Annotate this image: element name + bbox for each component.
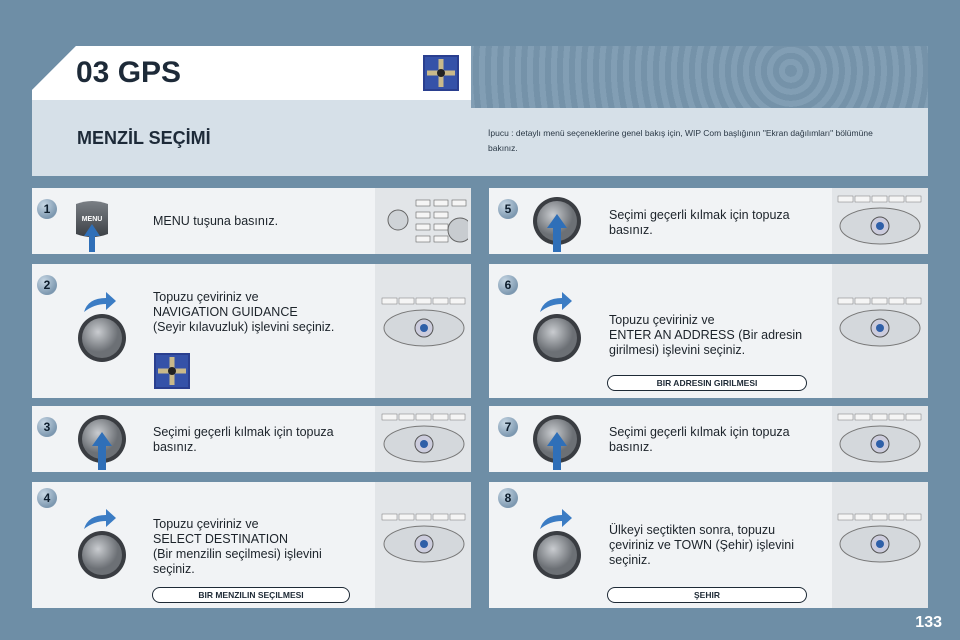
step-text: Seçimi geçerli kılmak için topuza basınız.	[609, 425, 790, 454]
gps-icon	[154, 353, 190, 389]
tip-text: İpucu : detaylı menü seçeneklerine genel bakış için, WIP Com başlığının "Ekran dağılımları" bölümüne bakınız.	[488, 128, 873, 153]
step-text: Topuzu çeviriniz ve NAVIGATION GUIDANCE (Seyir kılavuzluk) işlevini seçiniz.	[153, 290, 335, 334]
knob-icon	[77, 530, 127, 580]
device-panel-icon	[836, 412, 924, 464]
step-text: Topuzu çeviriniz ve SELECT DESTINATION (Bir menzilin seçilmesi) işlevini seçiniz.	[153, 517, 322, 576]
step-badge: 8	[498, 488, 518, 508]
step-text: MENU tuşuna basınız.	[153, 214, 279, 228]
device-panel-icon	[380, 194, 468, 246]
step-text: Ülkeyi seçtikten sonra, topuzu çeviriniz ve TOWN (Şehir) işlevini seçiniz.	[609, 523, 794, 567]
svg-text:MENU: MENU	[81, 216, 103, 223]
step-badge: 3	[37, 417, 57, 437]
step-badge: 2	[37, 275, 57, 295]
step-text: Seçimi geçerli kılmak için topuza basınız.	[609, 208, 790, 237]
page-title: 03 GPS	[76, 56, 182, 89]
menu-option-pill: BIR ADRESIN GIRILMESI	[607, 375, 807, 391]
device-panel-icon	[836, 512, 924, 564]
step-text: Topuzu çeviriniz ve ENTER AN ADDRESS (Bir adresin girilmesi) işlevini seçiniz.	[609, 313, 803, 357]
page-number: 133	[915, 614, 942, 631]
device-panel-icon	[380, 412, 468, 464]
menu-option-pill: BIR MENZILIN SEÇILMESI	[152, 587, 350, 603]
device-panel-icon	[836, 296, 924, 348]
device-panel-icon	[380, 512, 468, 564]
arrow-up-icon	[547, 214, 567, 257]
knob-icon	[532, 530, 582, 580]
arrow-up-icon	[92, 432, 112, 475]
step-badge: 4	[37, 488, 57, 508]
step-text: Seçimi geçerli kılmak için topuza basınız.	[153, 425, 334, 454]
arrow-up-icon	[547, 432, 567, 475]
step-badge: 5	[498, 199, 518, 219]
knob-icon	[77, 313, 127, 363]
menu-button-icon	[74, 200, 110, 252]
knob-icon	[532, 313, 582, 363]
gps-icon	[423, 55, 459, 91]
device-panel-icon	[380, 296, 468, 348]
step-badge: 6	[498, 275, 518, 295]
section-title: MENZİL SEÇİMİ	[77, 128, 211, 148]
device-panel-icon	[836, 194, 924, 246]
step-badge: 1	[37, 199, 57, 219]
step-badge: 7	[498, 417, 518, 437]
header-texture	[471, 46, 928, 108]
menu-option-pill: ŞEHIR	[607, 587, 807, 603]
